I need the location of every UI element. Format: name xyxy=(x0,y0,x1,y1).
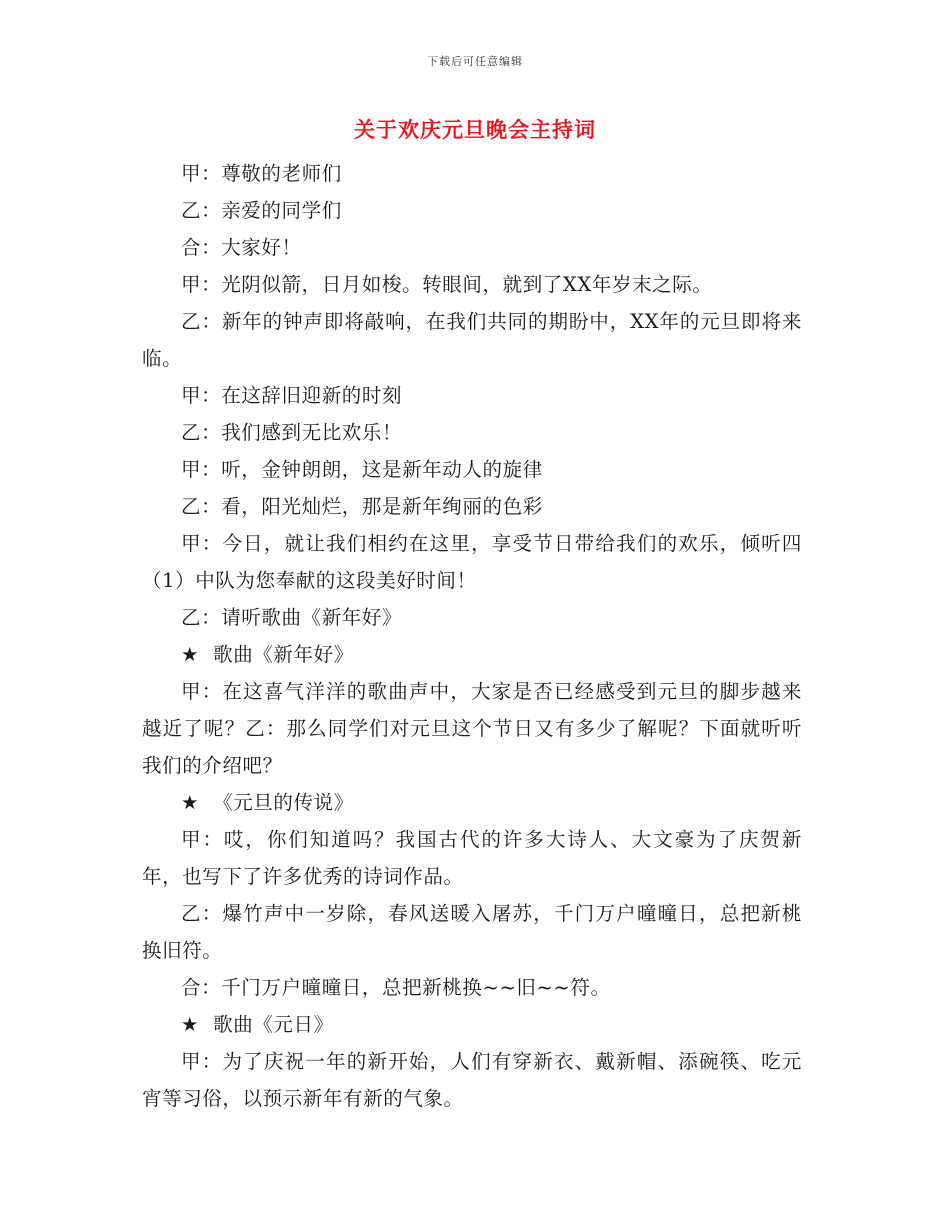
paragraph: 甲：今日，就让我们相约在这里，享受节日带给我们的欢乐，倾听四（1）中队为您奉献的这段美好时间！ xyxy=(142,532,802,592)
star-icon: ★ xyxy=(181,791,200,814)
document-body xyxy=(142,155,802,1117)
paragraph: 甲：在这喜气洋洋的歌曲声中，大家是否已经感受到元旦的脚步越来越近了呢？乙：那么同学们对元旦这个节日又有多少了解呢？下面就听听我们的介绍吧？ xyxy=(142,680,802,777)
program-item-label: 歌曲《元日》 xyxy=(213,1013,334,1036)
paragraph: 甲：光阴似箭，日月如梭。转眼间，就到了XX年岁末之际。 xyxy=(181,273,713,296)
paragraph: 甲：在这辞旧迎新的时刻 xyxy=(181,384,403,407)
star-icon: ★ xyxy=(181,643,200,666)
paragraph: 乙：看，阳光灿烂，那是新年绚丽的色彩 xyxy=(181,495,543,518)
paragraph: 乙：请听歌曲《新年好》 xyxy=(181,606,403,629)
paragraph: 甲：听，金钟朗朗，这是新年动人的旋律 xyxy=(181,458,543,481)
paragraph: 甲：哎，你们知道吗？我国古代的许多大诗人、大文豪为了庆贺新年，也写下了许多优秀的诗词作品。 xyxy=(142,828,802,888)
paragraph: 乙：新年的钟声即将敲响，在我们共同的期盼中，XX年的元旦即将来临。 xyxy=(142,310,802,370)
paragraph: 合：大家好！ xyxy=(181,236,302,259)
program-item-label: 《元旦的传说》 xyxy=(213,791,354,814)
paragraph: 甲：为了庆祝一年的新开始，人们有穿新衣、戴新帽、添碗筷、吃元宵等习俗，以预示新年有新的气象。 xyxy=(142,1050,802,1110)
document-title: 关于欢庆元旦晚会主持词 xyxy=(354,117,596,142)
paragraph: 甲：尊敬的老师们 xyxy=(181,162,342,185)
paragraph: 乙：亲爱的同学们 xyxy=(181,199,342,222)
star-icon: ★ xyxy=(181,1013,200,1036)
program-item-label: 歌曲《新年好》 xyxy=(213,643,354,666)
program-item xyxy=(142,784,802,821)
program-item xyxy=(142,636,802,673)
paragraph: 乙：爆竹声中一岁除，春风送暖入屠苏，千门万户曈曈日，总把新桃换旧符。 xyxy=(142,902,802,962)
paragraph: 合：千门万户曈曈日，总把新桃换~~旧~~符。 xyxy=(181,976,611,999)
page-header-note: 下载后可任意编辑 xyxy=(427,55,523,68)
program-item xyxy=(142,1006,802,1043)
paragraph: 乙：我们感到无比欢乐！ xyxy=(181,421,403,444)
